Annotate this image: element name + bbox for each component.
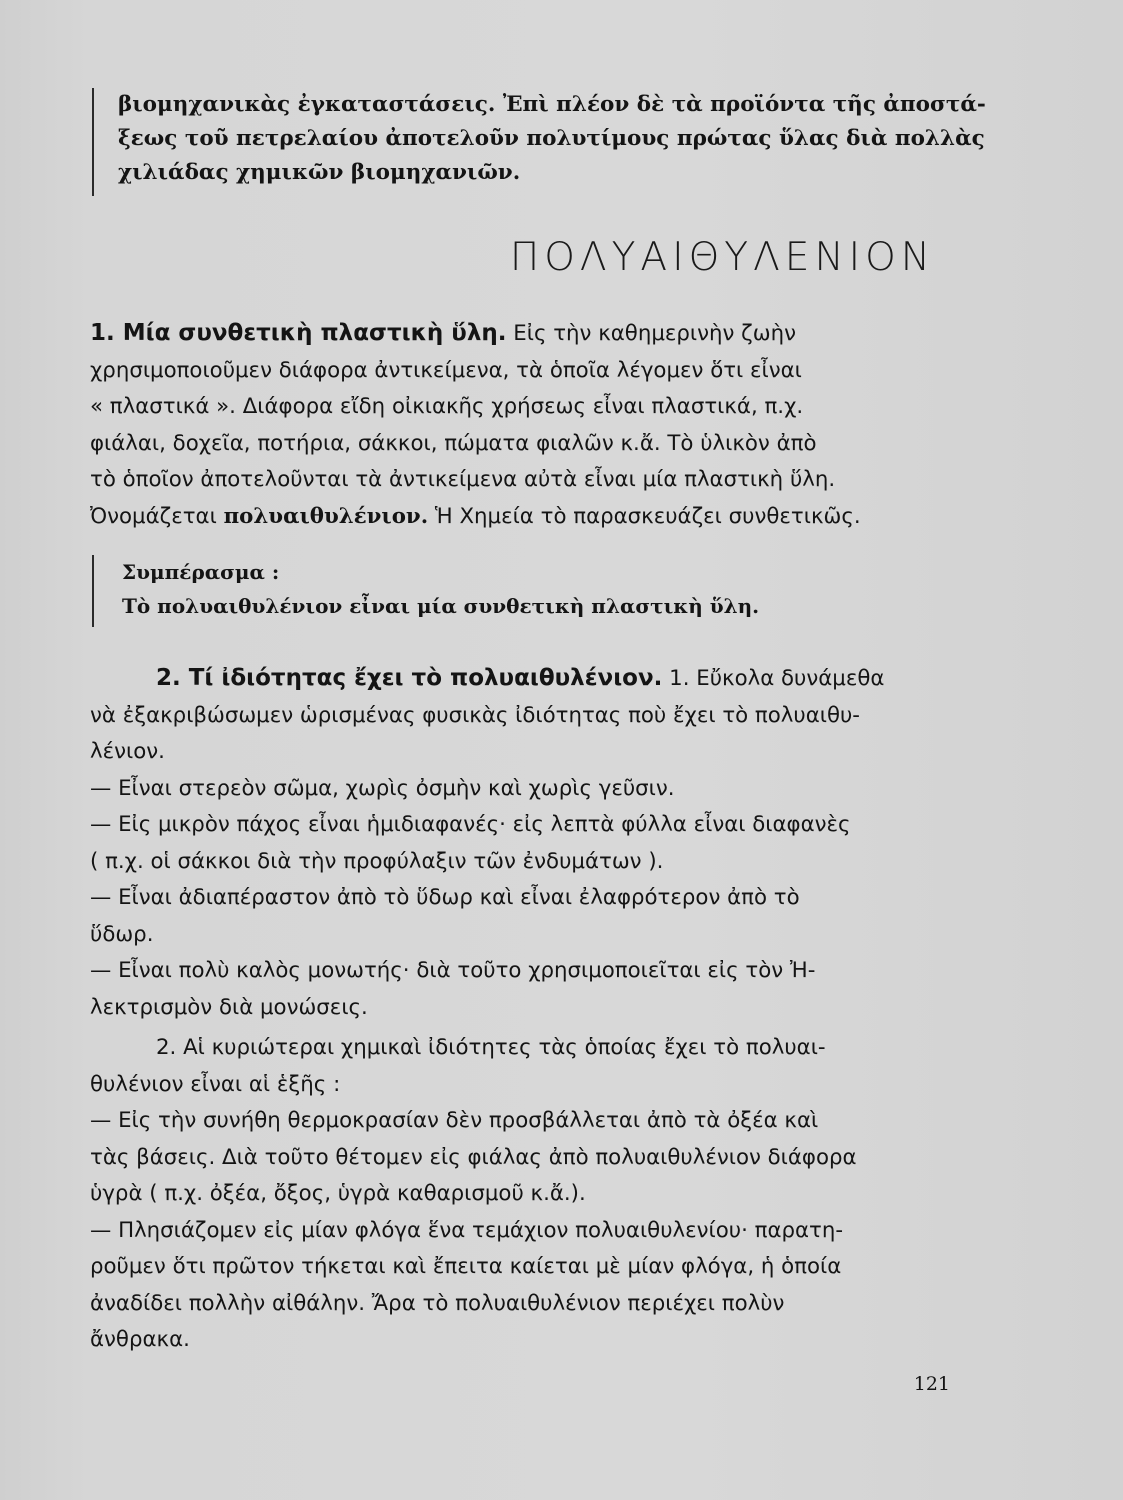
text-line [90,660,950,698]
text-line [90,499,950,536]
text-line: θυλένιον εἶναι αἱ ἑξῆς : [90,1071,341,1097]
text-line: ὕδωρ. [90,921,154,947]
list-item: — Πλησιάζομεν εἰς μίαν φλόγα ἕνα τεμάχιον πολυαιθυλενίου· παρατη- [90,1217,844,1243]
text-line: « πλαστικά ». Διάφορα εἴδη οἰκιακῆς χρήσεως εἶναι πλαστικά, π.χ. [90,394,804,419]
text-line: ἀναδίδει πολλὴν αἰθάλην. Ἄρα τὸ πολυαιθυλένιον περιέχει πολὺν [90,1290,785,1316]
conclusion-label: Συμπέρασμα : [122,560,280,584]
term-polyethylene: πολυαιθυλένιον. [223,503,429,529]
text-run: 1. Εὔκολα δυνάμεθα [662,666,885,691]
text-line: λένιον. [90,739,165,764]
text-line: ξεως τοῦ πετρελαίου ἀποτελοῦν πολυτίμους πρώτας ὕλας διὰ πολλὰς [118,126,985,151]
list-item: — Εἶναι στερεὸν σῶμα, χωρὶς ὀσμὴν καὶ χωρὶς γεῦσιν. [90,775,675,801]
section-2-paragraph [90,660,950,1026]
text-run: Ὀνομάζεται [90,503,224,529]
section-2-heading: 2. Τί ἰδιότητας ἔχει τὸ πολυαιθυλένιον. [156,665,663,691]
list-item: — Εἶναι πολὺ καλὸς μονωτής· διὰ τοῦτο χρησιμοποιεῖται εἰς τὸν Ἠ- [90,958,816,983]
text-line: λεκτρισμὸν διὰ μονώσεις. [90,994,368,1020]
conclusion-box [92,555,982,627]
conclusion-text: Τὸ πολυαιθυλένιον εἶναι μία συνθετικὴ πλαστικὴ ὕλη. [122,594,760,618]
page-number: 121 [913,1373,950,1395]
text-line: τὰς βάσεις. Διὰ τοῦτο θέτομεν εἰς φιάλας ἀπὸ πολυαιθυλένιον διάφορα [90,1144,857,1170]
chemical-properties-paragraph [90,1030,950,1359]
text-line: νὰ ἐξακριβώσωμεν ὡρισμένας φυσικὰς ἰδιότητας ποὺ ἔχει τὸ πολυαιθυ- [90,702,860,728]
list-item: — Εἶναι ἀδιαπέραστον ἀπὸ τὸ ὕδωρ καὶ εἶναι ἐλαφρότερον ἀπὸ τὸ [90,885,800,910]
text-run: Ἡ Χημεία τὸ παρασκευάζει συνθετικῶς. [428,503,861,529]
list-item: — Εἰς μικρὸν πάχος εἶναι ἡμιδιαφανές· εἰς λεπτὰ φύλλα εἶναι διαφανὲς [90,812,851,837]
text-line [90,315,950,353]
text-run: Εἰς τὴν καθημερινὴν ζωὴν [506,321,796,346]
section-1-paragraph [90,315,950,535]
text-line: τὸ ὁποῖον ἀποτελοῦνται τὰ ἀντικείμενα αὐτὰ εἶναι μία πλαστικὴ ὕλη. [90,467,836,492]
section-1-heading: 1. Μία συνθετικὴ πλαστικὴ ὕλη. [90,320,507,346]
chapter-title: ΠΟΛΥΑΙΘΥΛΕΝΙΟΝ [509,235,935,280]
text-line: βιομηχανικὰς ἐγκαταστάσεις. Ἐπὶ πλέον δὲ τὰ προϊόντα τῆς ἀποστά- [118,92,986,117]
text-line: χιλιάδας χημικῶν βιομηχανιῶν. [118,160,521,185]
list-item: — Εἰς τὴν συνήθη θερμοκρασίαν δὲν προσβάλλεται ἀπὸ τὰ ὀξέα καὶ [90,1108,819,1133]
text-line: ὑγρὰ ( π.χ. ὀξέα, ὄξος, ὑγρὰ καθαρισμοῦ κ.ἄ.). [90,1181,586,1206]
text-line: φιάλαι, δοχεῖα, ποτήρια, σάκκοι, πώματα φιαλῶν κ.ἄ. Τὸ ὑλικὸν ἀπὸ [90,430,817,456]
text-line: ροῦμεν ὅτι πρῶτον τήκεται καὶ ἔπειτα καίεται μὲ μίαν φλόγα, ἡ ὁποία [90,1254,842,1279]
intro-boxed-text [92,88,986,196]
text-line: ( π.χ. οἱ σάκκοι διὰ τὴν προφύλαξιν τῶν ἐνδυμάτων ). [90,848,664,874]
text-line: ἄνθρακα. [90,1327,190,1352]
text-line: χρησιμοποιοῦμεν διάφορα ἀντικείμενα, τὰ ὁποῖα λέγομεν ὅτι εἶναι [90,357,802,383]
text-line: 2. Αἱ κυριώτεραι χημικαὶ ἰδιότητες τὰς ὁποίας ἔχει τὸ πολυαι- [156,1035,826,1060]
